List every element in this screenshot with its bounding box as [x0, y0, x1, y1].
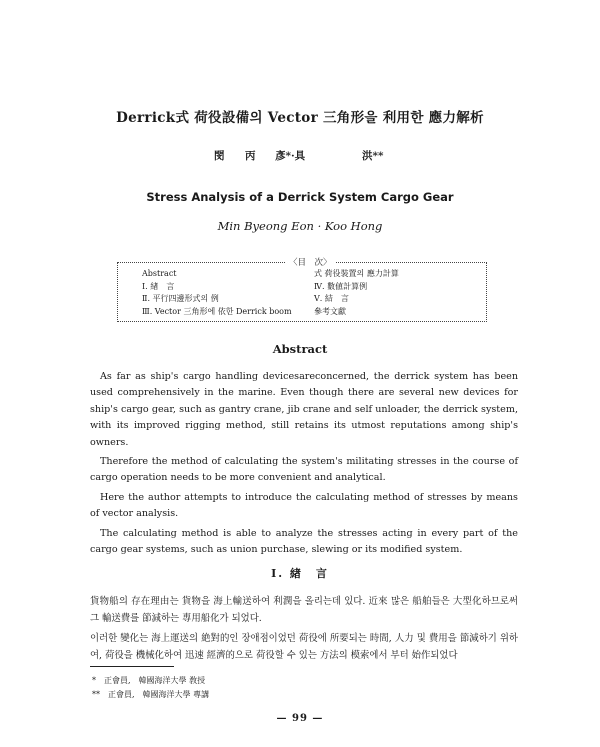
footnote: * 正會員, 韓國海洋大學 敎授: [92, 676, 206, 685]
toc-item: 式 荷役裝置의 應力計算: [314, 269, 399, 278]
abstract-body: [90, 369, 518, 561]
toc-item: Ⅳ. 數値計算例: [314, 281, 368, 291]
author-name-part: 丙: [245, 150, 256, 162]
footnote: ** 正會員, 韓國海洋大學 專講: [92, 690, 210, 699]
toc-heading: 〈目 次〉: [286, 256, 335, 268]
abstract-paragraph: As far as ship's cargo handling devicesareconcerned, the derrick system has been used comprehensively in the marine. Even though there are several new devices for ship's cargo gear, such as gantry crane, jib crane and self unloader, the derrick system, with its improved rigging method, still retains its utmost reputations among ship's owners.: [90, 371, 518, 448]
abstract-paragraph: Here the author attempts to introduce the calculating method of stresses by means of vector analysis.: [90, 491, 518, 520]
abstract-paragraph: The calculating method is able to analyze the stresses acting in every part of the cargo gear systems, such as union purchase, slewing or its modified system.: [90, 527, 518, 556]
footnotes: [92, 674, 209, 702]
author-name-part: 閔: [214, 150, 225, 162]
abstract-heading: Abstract: [272, 342, 328, 356]
paper-title-korean: Derrick式 荷役設備의 Vector 三角形을 利用한 應力解析: [116, 110, 484, 126]
section-heading-introduction: Ⅰ. 緖 言: [271, 567, 329, 580]
author-name-part: 洪**: [362, 150, 384, 162]
toc-left-column: [142, 268, 292, 318]
table-of-contents: [117, 258, 487, 322]
paper-title-english: Stress Analysis of a Derrick System Cargo Gear: [146, 190, 454, 204]
toc-item: Ⅲ. Vector 三角形에 依한 Derrick boom: [142, 306, 292, 316]
introduction-body: [90, 594, 518, 668]
footnote-divider: [90, 666, 174, 667]
toc-right-column: [314, 268, 399, 318]
page-number: — 99 —: [276, 713, 324, 724]
toc-item: Ⅴ. 結 言: [314, 294, 349, 303]
author-name-part: 彥*·具: [275, 150, 306, 162]
toc-item: Abstract: [142, 269, 177, 278]
toc-item: 參考文獻: [314, 306, 346, 316]
body-paragraph: 貨物船의 存在理由는 貨物을 海上輸送하여 利潤을 올리는데 있다. 近來 많은 船舶들은 大型化하므로써 그 輸送費를 節減하는 專用船化가 되었다.: [90, 596, 518, 624]
abstract-paragraph: Therefore the method of calculating the system's militating stresses in the course of cargo operation needs to be more convenient and analytical.: [90, 456, 518, 484]
toc-item: Ⅱ. 平行四邊形式의 例: [142, 294, 219, 303]
authors-english: Min Byeong Eon · Koo Hong: [217, 219, 383, 233]
toc-item: Ⅰ. 緖 言: [142, 281, 175, 291]
body-paragraph: 이러한 變化는 海上運送의 絶對的인 장애점이었던 荷役에 所要되는 時間, 人力 및 費用을 節減하기 위하여, 荷役을 機械化하여 迅速 經濟的으로 荷役할 수 있는 方法의 模索에서 부터 始作되었다: [90, 633, 518, 661]
